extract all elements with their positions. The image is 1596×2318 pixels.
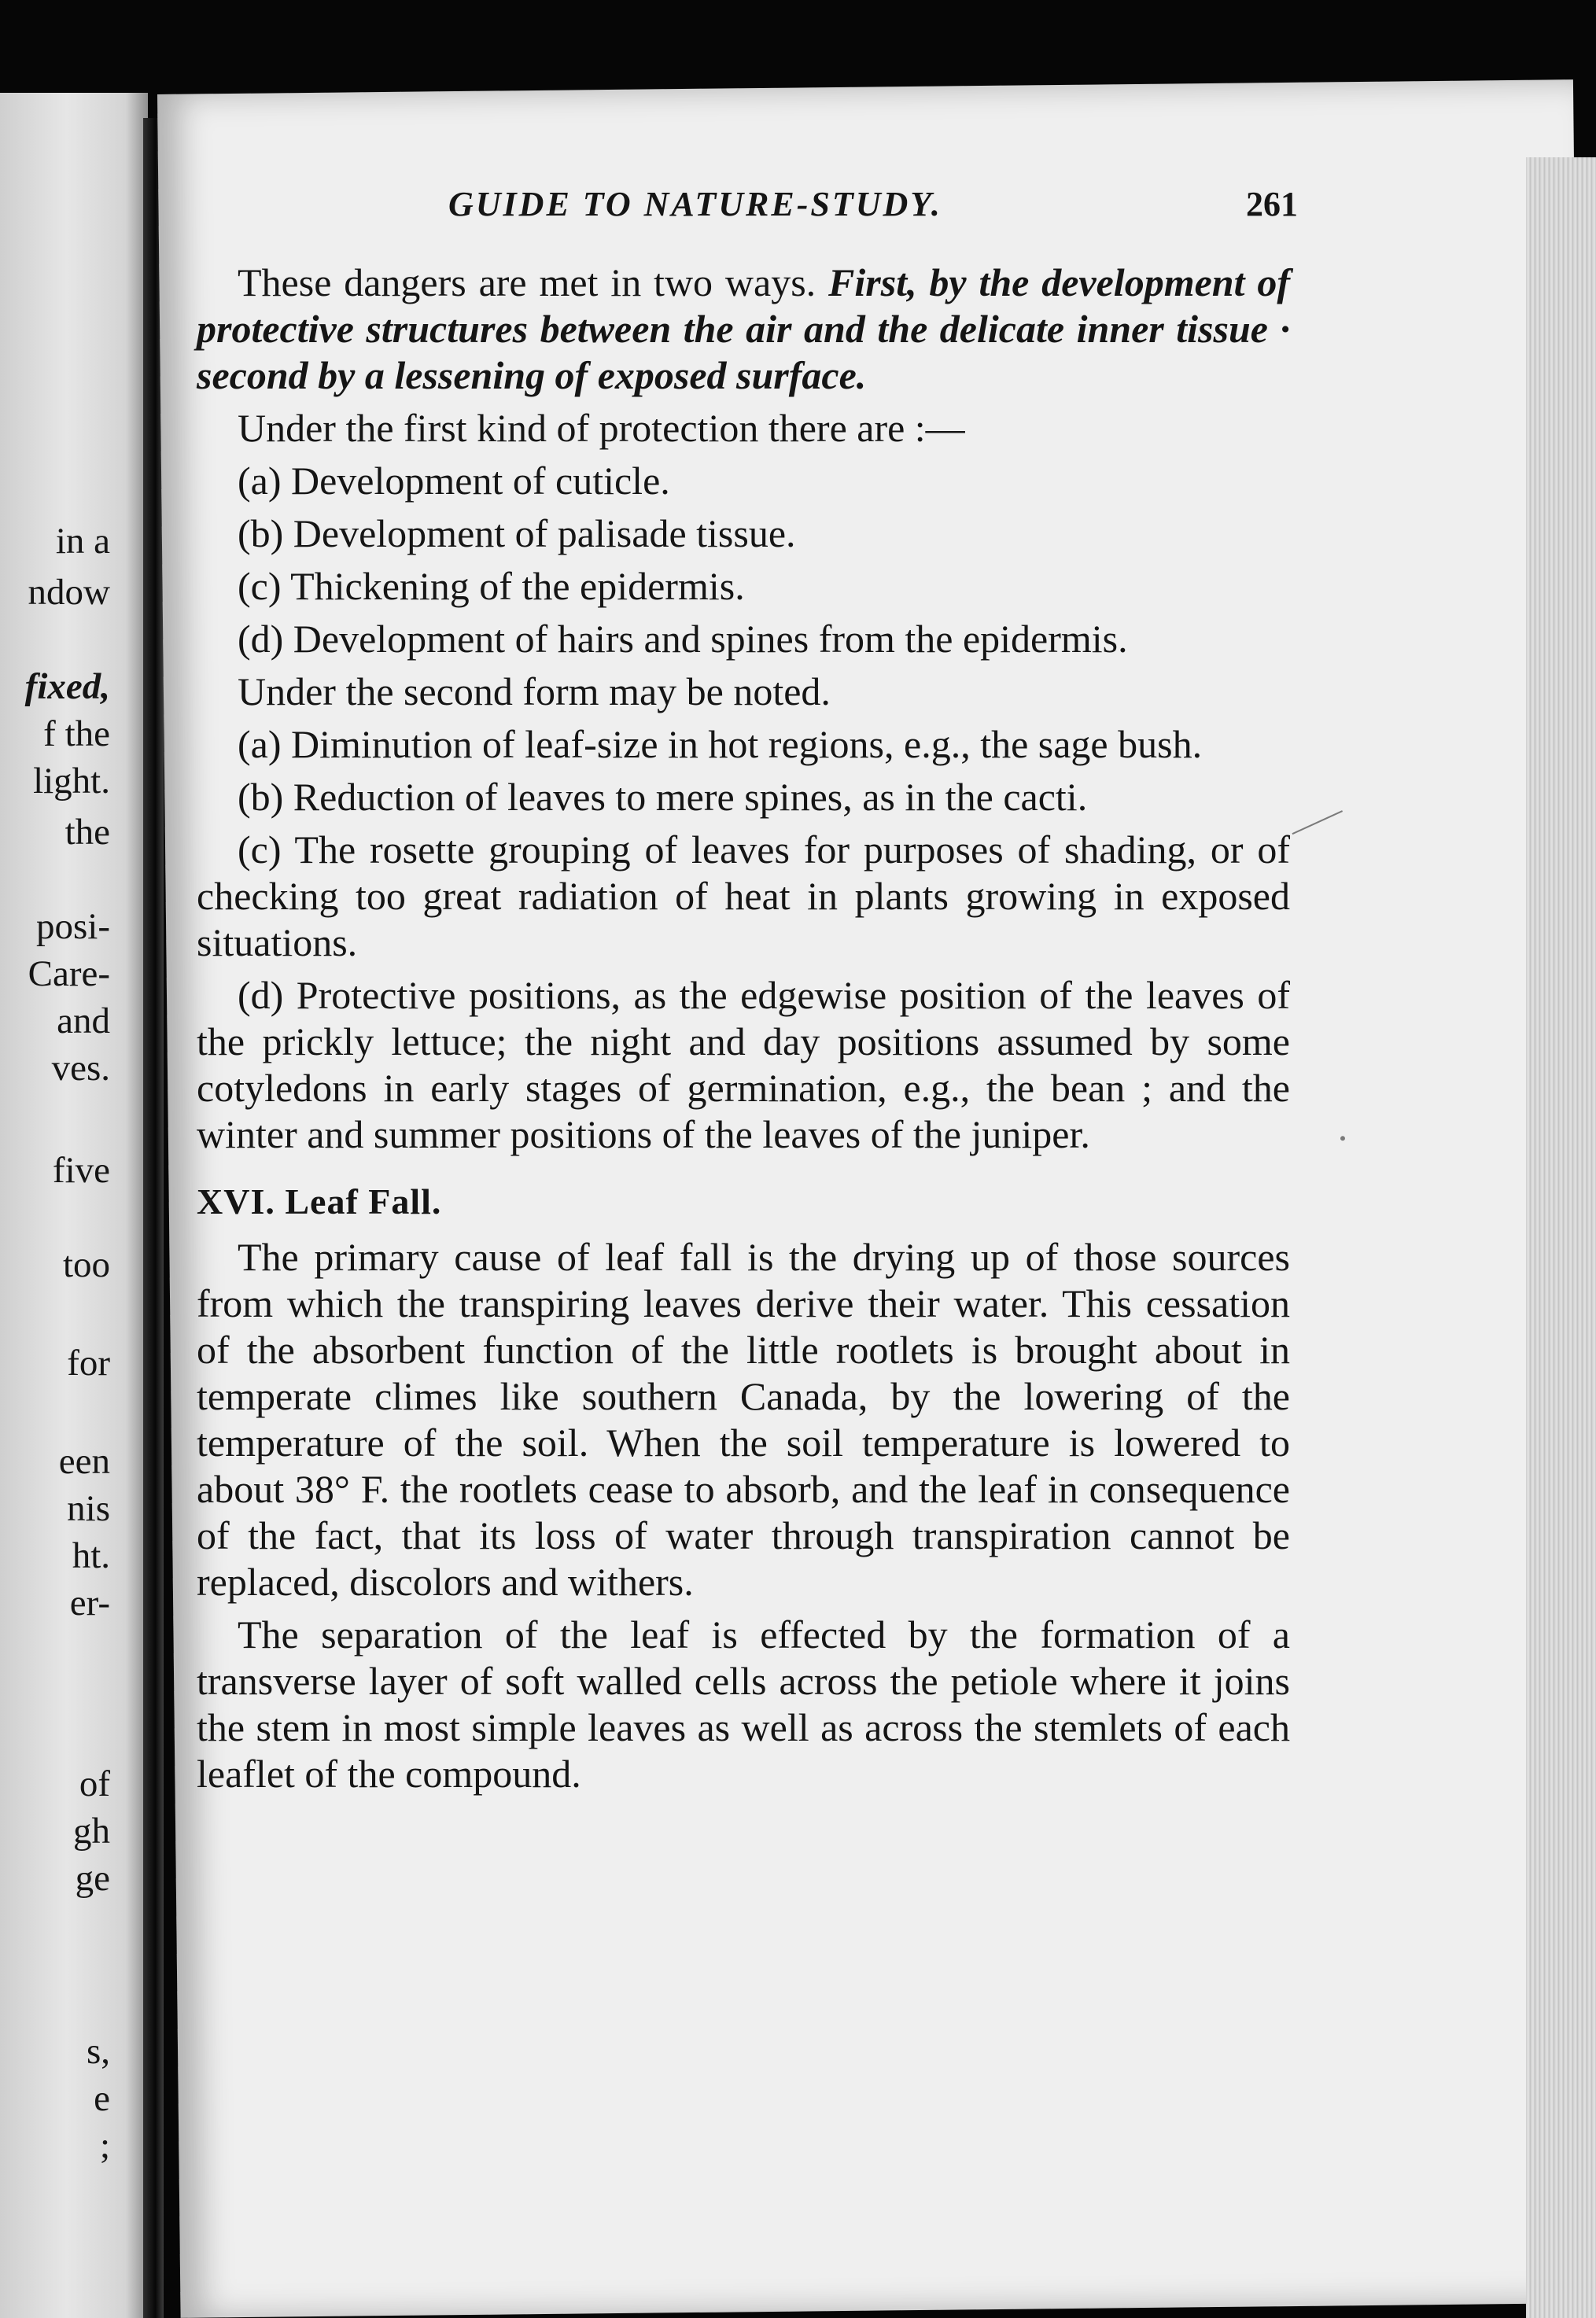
list-item-second-b: (b) Reduction of leaves to mere spines, as in the cacti. — [238, 775, 1088, 819]
left-fragment: too — [62, 1244, 110, 1285]
left-fragment: for — [67, 1343, 110, 1384]
left-fragment: of — [79, 1763, 110, 1804]
left-fragment: s, — [86, 2031, 110, 2072]
page-number: 261 — [1246, 185, 1298, 223]
list-item-second-c: (c) The rosette grouping of leaves for purposes of shading, or of checking too great radiation of heat in plants growing in exposed situations. — [197, 827, 1290, 964]
left-fragment: light. — [33, 761, 110, 802]
list-item-first-a: (a) Development of cuticle. — [238, 459, 670, 503]
left-fragment: five — [52, 1150, 110, 1191]
paragraph-second-form: Under the second form may be noted. — [238, 669, 831, 713]
page-stack-edge — [1526, 157, 1596, 2318]
left-fragment: ge — [75, 1858, 110, 1899]
left-fragment: ves. — [51, 1048, 110, 1089]
left-fragment: in a — [55, 521, 110, 562]
left-fragment: Care- — [28, 953, 110, 994]
left-page — [0, 93, 148, 2318]
page-body — [197, 260, 1290, 1804]
pencil-mark — [1292, 810, 1343, 835]
left-fragment: gh — [73, 1811, 110, 1852]
left-fragment: er- — [69, 1583, 110, 1623]
paragraph-leaf-fall-cause: The primary cause of leaf fall is the drying up of those sources from which the transpiring leaves derive their water. This cessation of the absorbent function of the little rootlets is brought about in temperate climes like southern Canada, by the lowering of the temperature of the soil. When the soil temperature is lowered to about 38° F. the rootlets cease to absorb, and the leaf in consequence of the fact, that its loss of water through transpiration cannot be replaced, discolors and withers. — [197, 1235, 1290, 1604]
print-speck — [1340, 1136, 1345, 1141]
page-header — [299, 184, 1298, 239]
list-item-second-d: (d) Protective positions, as the edgewise position of the leaves of the prickly lettuce; the night and day positions assumed by some cotyledons in early stages of germination, e.g., the bean ; and the winter and summer positions of the leaves of the juniper. — [197, 973, 1290, 1156]
left-fragment: f the — [43, 713, 110, 754]
left-fragment: the — [65, 812, 110, 853]
left-fragment: and — [57, 1001, 110, 1041]
paragraph-lead: These dangers are met in two ways. — [238, 260, 816, 304]
list-item-first-c: (c) Thickening of the epidermis. — [238, 564, 745, 608]
left-fragment: fixed, — [24, 666, 110, 707]
list-item-first-b: (b) Development of palisade tissue. — [238, 511, 796, 555]
paragraph-leaf-separation: The separation of the leaf is effected by the formation of a transverse layer of soft walled cells across the petiole where it joins the stem in most simple leaves as well as across the stemlets of each leaflet of the compound. — [197, 1612, 1290, 1796]
paragraph-italic-emphasis: First, by the development of protective structures between the air and the delicate inner tissue · second by a lessening of exposed surface. — [197, 260, 1290, 397]
left-fragment: ht. — [72, 1535, 110, 1576]
section-heading: XVI. Leaf Fall. — [197, 1181, 442, 1222]
running-head-title: GUIDE TO NATURE-STUDY. — [448, 185, 942, 223]
paragraph-first-protection: Under the first kind of protection there are :— — [238, 406, 965, 450]
left-fragment: e — [94, 2078, 110, 2119]
list-item-second-a: (a) Diminution of leaf-size in hot regions, e.g., the sage bush. — [238, 722, 1203, 766]
left-fragment: posi- — [36, 906, 110, 947]
paragraph-dangers — [197, 260, 1290, 399]
left-fragment: een — [58, 1441, 110, 1482]
left-fragment: nis — [67, 1488, 110, 1529]
left-fragment: ; — [99, 2125, 110, 2166]
left-fragment: ndow — [28, 572, 110, 613]
list-item-first-d: (d) Development of hairs and spines from the epidermis. — [238, 617, 1128, 661]
